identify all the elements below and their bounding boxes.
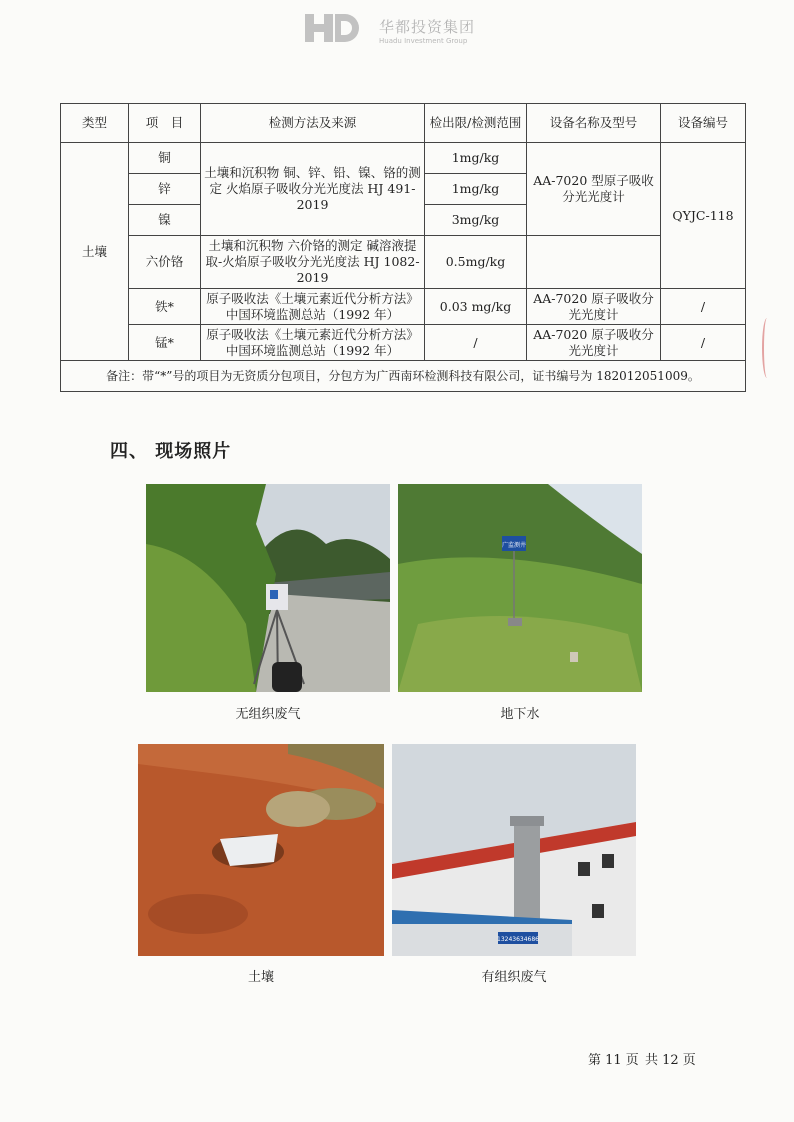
header-method: 检测方法及来源 <box>201 104 425 143</box>
category-cell: 土壤 <box>61 143 129 361</box>
method-cell: 土壤和沉积物 六价铬的测定 碱溶液提取-火焰原子吸收分光光度法 HJ 1082-2019 <box>201 236 425 289</box>
header-device-no: 设备编号 <box>661 104 746 143</box>
table-row <box>61 325 746 361</box>
company-logo <box>305 10 485 48</box>
table-row <box>61 143 746 174</box>
photo-groundwater <box>398 484 642 692</box>
table-row <box>61 289 746 325</box>
table-header-row <box>61 104 746 143</box>
company-name-en: Huadu Investment Group <box>379 37 468 45</box>
device-no-cell: QYJC-118 <box>661 143 746 289</box>
detection-method-table <box>60 103 746 392</box>
method-cell: 原子吸收法《土壤元素近代分析方法》中国环境监测总站（1992 年） <box>201 289 425 325</box>
section-title: 四、 现场照片 <box>110 441 232 462</box>
photo-caption: 土壤 <box>247 970 274 985</box>
header-device: 设备名称及型号 <box>527 104 661 143</box>
limit-cell: 0.03 mg/kg <box>425 289 527 325</box>
stack-sign-text: 13243634686 <box>497 936 539 943</box>
item-cell: 锌 <box>129 174 201 205</box>
header-item: 项 目 <box>129 104 201 143</box>
device-cell: AA-7020 原子吸收分光光度计 <box>527 289 661 325</box>
device-cell: AA-7020 原子吸收分光光度计 <box>527 325 661 361</box>
photo-caption: 无组织废气 <box>235 707 301 722</box>
item-cell: 锰* <box>129 325 201 361</box>
photo-unorganized-exhaust <box>146 484 390 692</box>
well-sign-text: 广监测井 <box>501 542 527 549</box>
item-cell: 镍 <box>129 205 201 236</box>
method-cell: 土壤和沉积物 铜、锌、铅、镍、铬的测定 火焰原子吸收分光光度法 HJ 491-2019 <box>201 143 425 236</box>
header-limit: 检出限/检测范围 <box>425 104 527 143</box>
company-name-cn: 华都投资集团 <box>379 18 476 36</box>
photo-organized-exhaust <box>392 744 636 956</box>
page-number <box>588 1049 698 1068</box>
photo-soil <box>138 744 384 956</box>
limit-cell: 1mg/kg <box>425 143 527 174</box>
note-text: 备注：带“*”号的项目为无资质分包项目，分包方为广西南环检测科技有限公司，证书编号为 182012051009。 <box>61 361 746 392</box>
device-no-cell: / <box>661 325 746 361</box>
limit-cell: 3mg/kg <box>425 205 527 236</box>
hd-logo-icon <box>305 12 363 44</box>
limit-cell: 0.5mg/kg <box>425 236 527 289</box>
table-row <box>61 236 746 289</box>
photo-caption: 有组织废气 <box>481 970 547 985</box>
photo-caption: 地下水 <box>500 707 540 722</box>
header-type: 类型 <box>61 104 129 143</box>
device-no-cell: / <box>661 289 746 325</box>
item-cell: 铜 <box>129 143 201 174</box>
note-row <box>61 361 746 392</box>
limit-cell: / <box>425 325 527 361</box>
current-page: 第 11 页 <box>588 1053 639 1068</box>
limit-cell: 1mg/kg <box>425 174 527 205</box>
device-cell: AA-7020 型原子吸收分光光度计 <box>527 143 661 236</box>
method-cell: 原子吸收法《土壤元素近代分析方法》中国环境监测总站（1992 年） <box>201 325 425 361</box>
item-cell: 铁* <box>129 289 201 325</box>
seal-edge <box>762 318 772 378</box>
total-pages: 共 12 页 <box>644 1053 696 1068</box>
item-cell: 六价铬 <box>129 236 201 289</box>
device-cell-empty <box>527 236 661 289</box>
